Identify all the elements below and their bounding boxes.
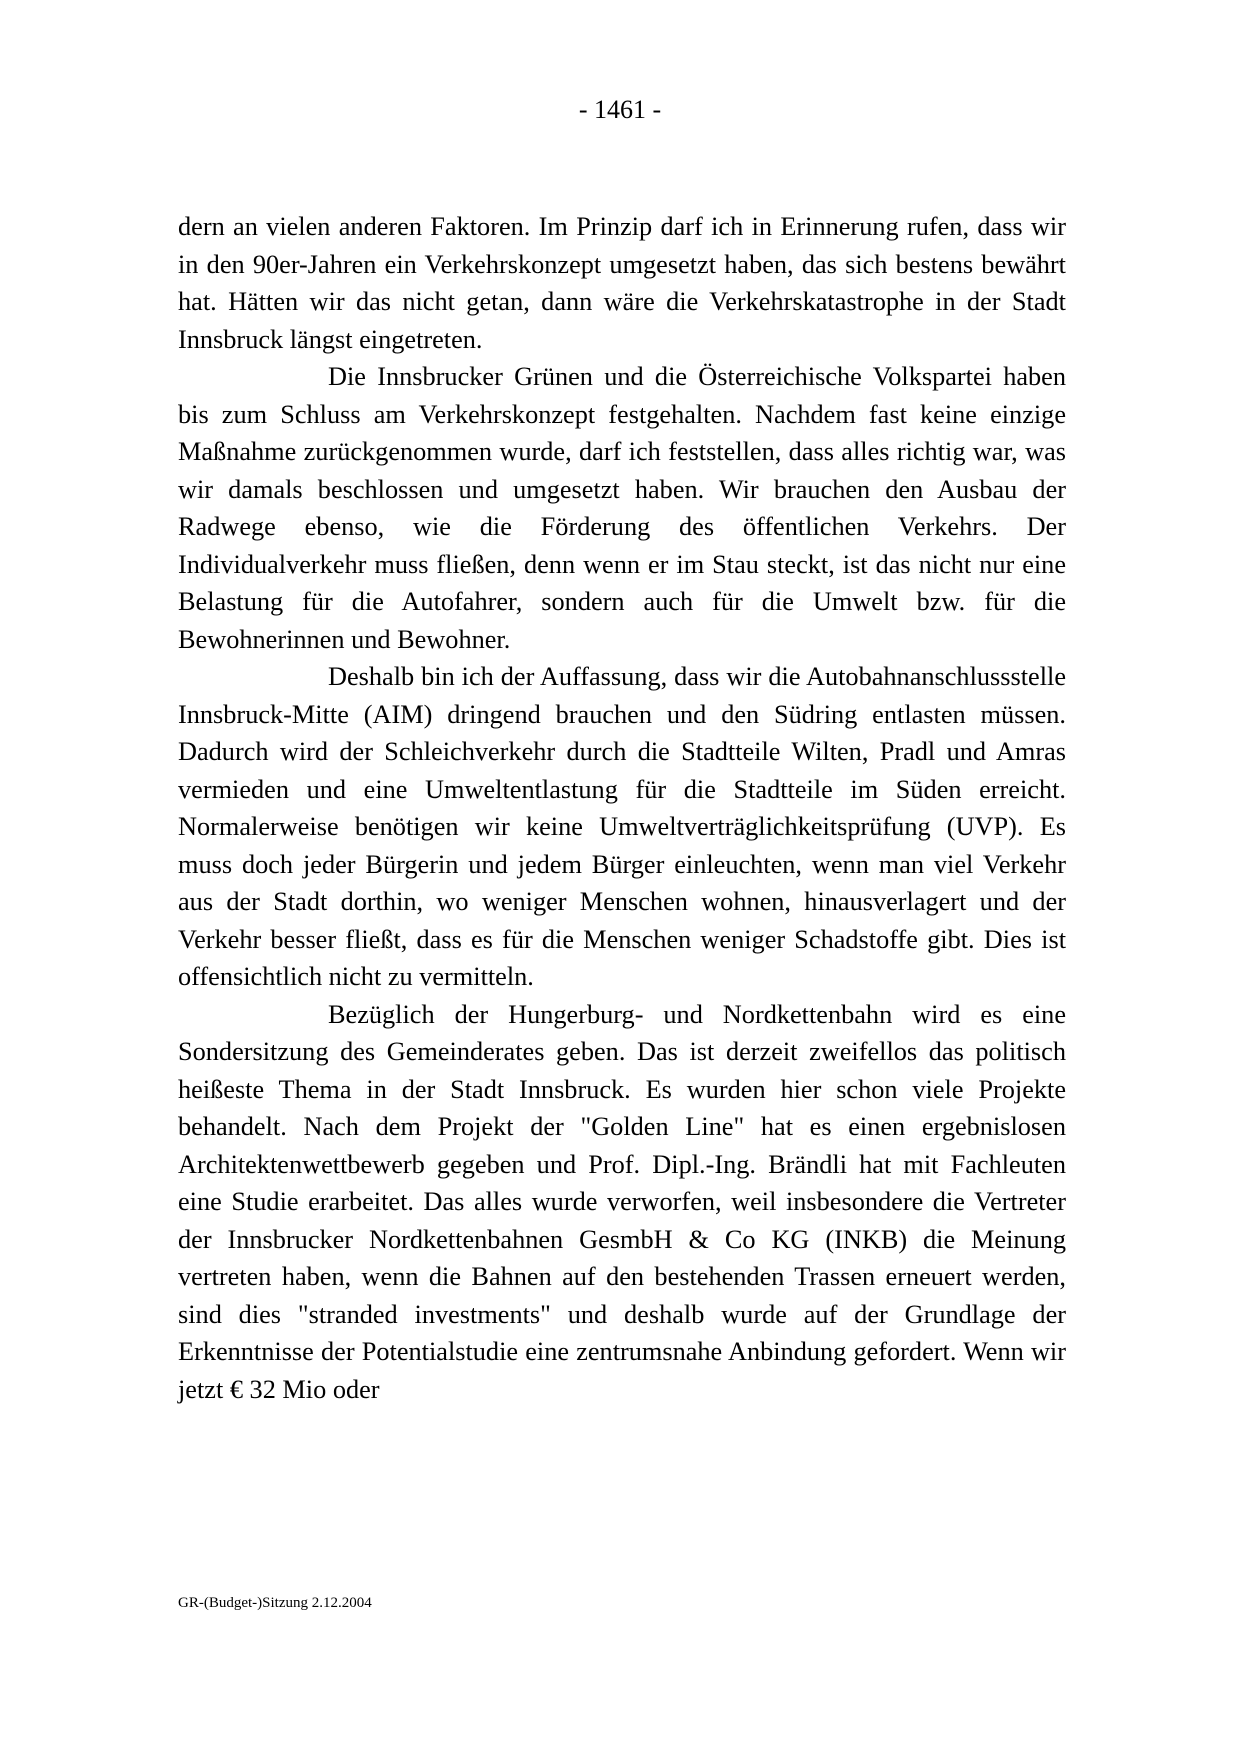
paragraph-4: Bezüglich der Hungerburg- und Nordkettenbahn wird es eine Sondersitzung des Gemeinderates geben. Das ist derzeit zweifellos das politisch heißeste Thema in der Stadt Innsbruck. Es wurden hier schon viele Projekte behandelt. Nach dem Projekt der "Golden Line" hat es einen ergebnislosen Architektenwettbewerb gegeben und Prof. Dipl.-Ing. Brändli hat mit Fachleuten eine Studie erarbeitet. Das alles wurde verworfen, weil insbesondere die Vertreter der Innsbrucker Nordkettenbahnen GesmbH & Co KG (INKB) die Meinung vertreten haben, wenn die Bahnen auf den bestehenden Trassen erneuert werden, sind dies "stranded investments" und deshalb wurde auf der Grundlage der Erkenntnisse der Potentialstudie eine zentrumsnahe Anbindung gefordert. Wenn wir jetzt € 32 Mio oder [178, 999, 1066, 1404]
paragraph-1: dern an vielen anderen Faktoren. Im Prinzip darf ich in Erinnerung rufen, dass wir in den 90er-Jahren ein Verkehrskonzept umgesetzt haben, das sich bestens bewährt hat. Hätten wir das nicht getan, dann wäre die Verkehrskatastrophe in der Stadt Innsbruck längst eingetreten. [178, 212, 1066, 354]
page-number: - 1461 - [578, 95, 662, 124]
paragraph-3: Deshalb bin ich der Auffassung, dass wir die Autobahnanschlussstelle Innsbruck-Mitte (AIM) dringend brauchen und den Südring entlasten müssen. Dadurch wird der Schleichverkehr durch die Stadtteile Wilten, Pradl und Amras vermieden und eine Umweltentlastung für die Stadtteile im Süden erreicht. Normalerweise benötigen wir keine Umweltverträglichkeitsprüfung (UVP). Es muss doch jeder Bürgerin und jedem Bürger einleuchten, wenn man viel Verkehr aus der Stadt dorthin, wo weniger Menschen wohnen, hinausverlagert und der Verkehr besser fließt, dass es für die Menschen weniger Schadstoffe gibt. Dies ist offensichtlich nicht zu vermitteln. [178, 662, 1066, 991]
paragraph-2: Die Innsbrucker Grünen und die Österreichische Volkspartei haben bis zum Schluss am Verkehrskonzept festgehalten. Nachdem fast keine einzige Maßnahme zurückgenommen wurde, darf ich feststellen, dass alles richtig war, was wir damals beschlossen und umgesetzt haben. Wir brauchen den Ausbau der Radwege ebenso, wie die Förderung des öffentlichen Verkehrs. Der Individualverkehr muss fließen, denn wenn er im Stau steckt, ist das nicht nur eine Belastung für die Autofahrer, sondern auch für die Umwelt bzw. für die Bewohnerinnen und Bewohner. [178, 362, 1066, 654]
session-footer: GR-(Budget-)Sitzung 2.12.2004 [178, 1595, 372, 1611]
body-text [178, 208, 1066, 1408]
